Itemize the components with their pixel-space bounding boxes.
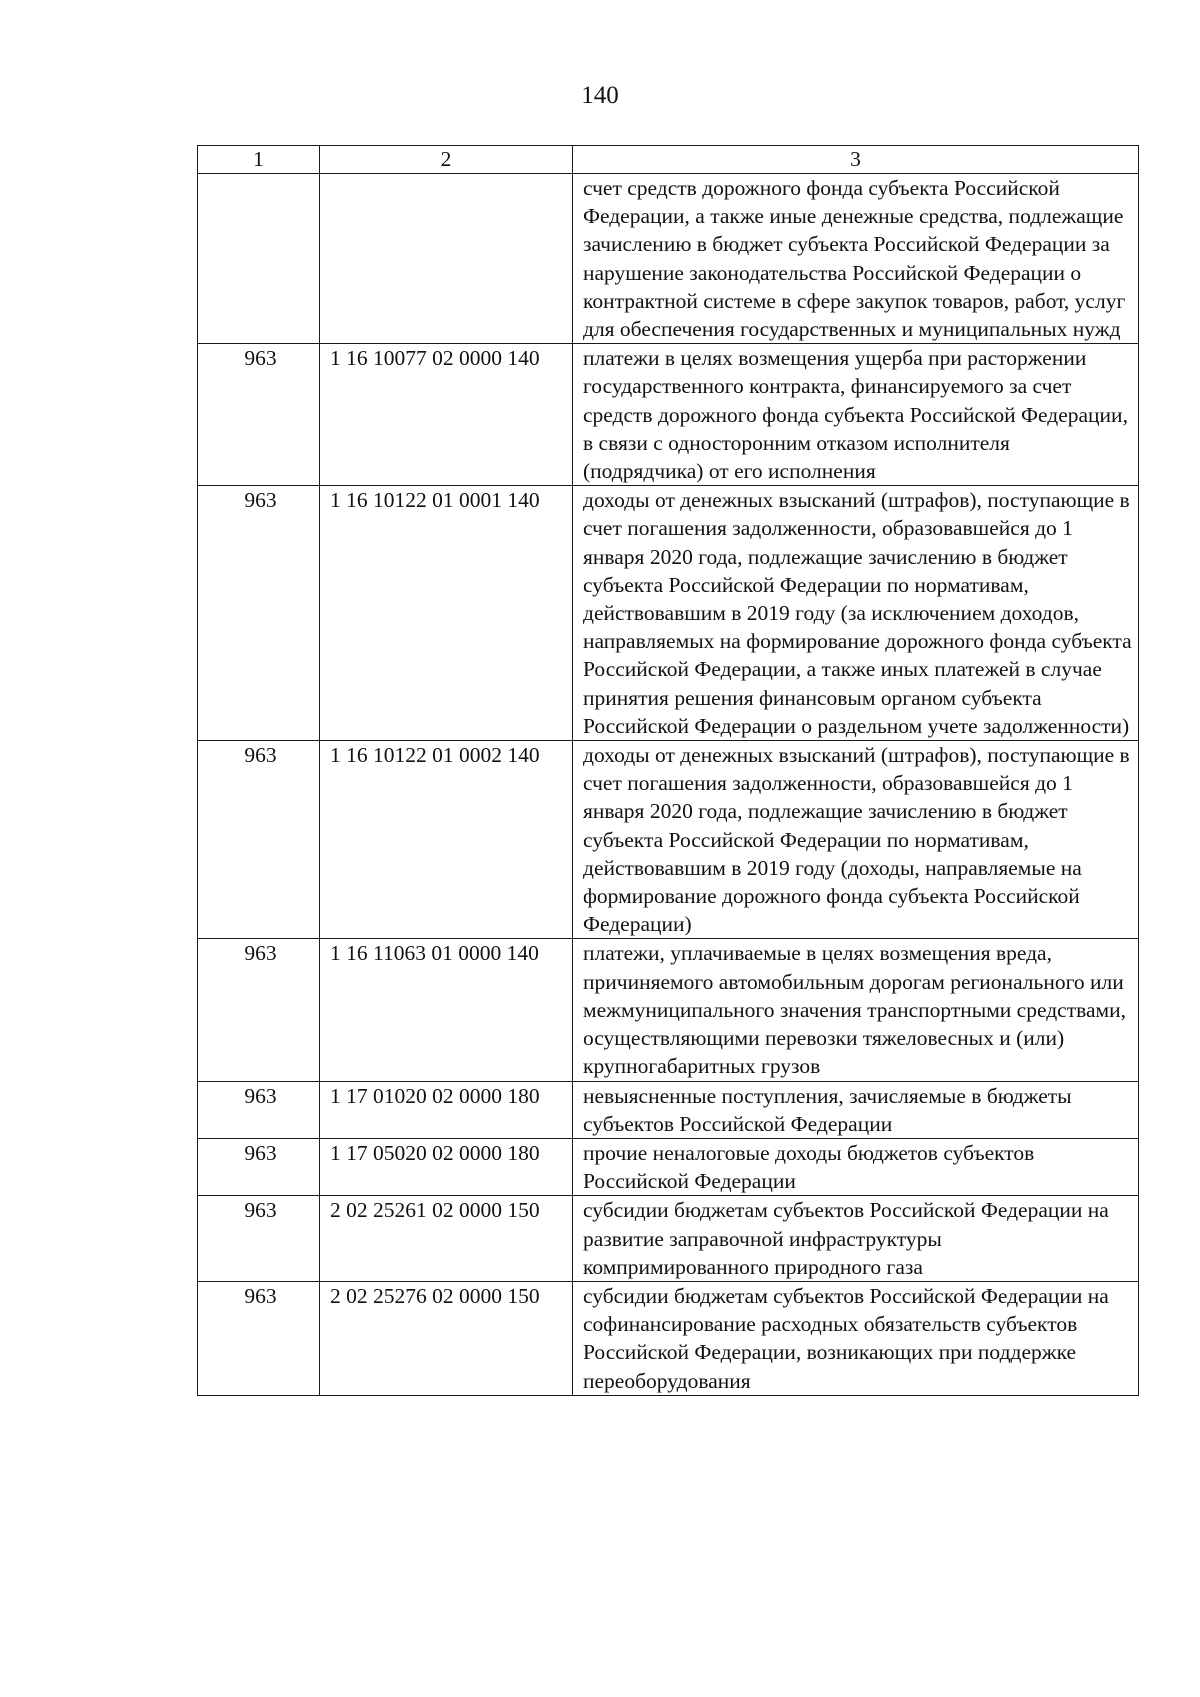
description-cell: доходы от денежных взысканий (штрафов), поступающие в счет погашения задолженности, образовавшейся до 1 января 2020 года, подлежащие зачислению в бюджет субъекта Российской Федерации по нормативам, действовавшим в 2019 году (доходы, направляемые на формирование дорожного фонда субъекта Российской Федерации) bbox=[573, 741, 1139, 939]
description-cell: субсидии бюджетам субъектов Российской Федерации на развитие заправочной инфраструктуры компримированного природного газа bbox=[573, 1196, 1139, 1282]
table-header-row bbox=[198, 146, 1139, 174]
budget-code-cell: 2 02 25276 02 0000 150 bbox=[320, 1281, 573, 1395]
description-cell: платежи, уплачиваемые в целях возмещения вреда, причиняемого автомобильным дорогам регионального или межмуниципального значения транспортными средствами, осуществляющими перевозки тяжеловесных и (или) крупногабаритных грузов bbox=[573, 939, 1139, 1081]
budget-code-cell bbox=[320, 174, 573, 344]
header-col-3: 3 bbox=[573, 146, 1139, 174]
description-cell: субсидии бюджетам субъектов Российской Федерации на софинансирование расходных обязательств субъектов Российской Федерации, возникающих при поддержке переоборудования bbox=[573, 1281, 1139, 1395]
table-row bbox=[198, 486, 1139, 741]
budget-code-table bbox=[197, 145, 1139, 1396]
header-col-1: 1 bbox=[198, 146, 320, 174]
description-cell: доходы от денежных взысканий (штрафов), поступающие в счет погашения задолженности, образовавшейся до 1 января 2020 года, подлежащие зачислению в бюджет субъекта Российской Федерации по нормативам, действовавшим в 2019 году (за исключением доходов, направляемых на формирование дорожного фонда субъекта Российской Федерации, а также иных платежей в случае принятия решения финансовым органом субъекта Российской Федерации о раздельном учете задолженности) bbox=[573, 486, 1139, 741]
budget-code-cell: 1 17 05020 02 0000 180 bbox=[320, 1138, 573, 1195]
table-row bbox=[198, 939, 1139, 1081]
budget-code-cell: 2 02 25261 02 0000 150 bbox=[320, 1196, 573, 1282]
page-number: 140 bbox=[581, 82, 619, 109]
table-row bbox=[198, 1081, 1139, 1138]
admin-code-cell: 963 bbox=[198, 741, 320, 939]
budget-code-cell: 1 16 10122 01 0002 140 bbox=[320, 741, 573, 939]
admin-code-cell: 963 bbox=[198, 1281, 320, 1395]
header-col-2: 2 bbox=[320, 146, 573, 174]
table-row bbox=[198, 1138, 1139, 1195]
admin-code-cell: 963 bbox=[198, 486, 320, 741]
table-row bbox=[198, 1281, 1139, 1395]
table-row bbox=[198, 741, 1139, 939]
admin-code-cell bbox=[198, 174, 320, 344]
admin-code-cell: 963 bbox=[198, 1196, 320, 1282]
description-cell: невыясненные поступления, зачисляемые в бюджеты субъектов Российской Федерации bbox=[573, 1081, 1139, 1138]
table-row bbox=[198, 1196, 1139, 1282]
description-cell: платежи в целях возмещения ущерба при расторжении государственного контракта, финансируемого за счет средств дорожного фонда субъекта Российской Федерации, в связи с односторонним отказом исполнителя (подрядчика) от его исполнения bbox=[573, 344, 1139, 486]
budget-code-cell: 1 17 01020 02 0000 180 bbox=[320, 1081, 573, 1138]
budget-code-cell: 1 16 11063 01 0000 140 bbox=[320, 939, 573, 1081]
table-row bbox=[198, 344, 1139, 486]
admin-code-cell: 963 bbox=[198, 939, 320, 1081]
admin-code-cell: 963 bbox=[198, 344, 320, 486]
budget-code-cell: 1 16 10122 01 0001 140 bbox=[320, 486, 573, 741]
description-cell: счет средств дорожного фонда субъекта Российской Федерации, а также иные денежные средства, подлежащие зачислению в бюджет субъекта Российской Федерации за нарушение законодательства Российской Федерации о контрактной системе в сфере закупок товаров, работ, услуг для обеспечения государственных и муниципальных нужд bbox=[573, 174, 1139, 344]
table-row bbox=[198, 174, 1139, 344]
admin-code-cell: 963 bbox=[198, 1138, 320, 1195]
description-cell: прочие неналоговые доходы бюджетов субъектов Российской Федерации bbox=[573, 1138, 1139, 1195]
budget-code-cell: 1 16 10077 02 0000 140 bbox=[320, 344, 573, 486]
admin-code-cell: 963 bbox=[198, 1081, 320, 1138]
